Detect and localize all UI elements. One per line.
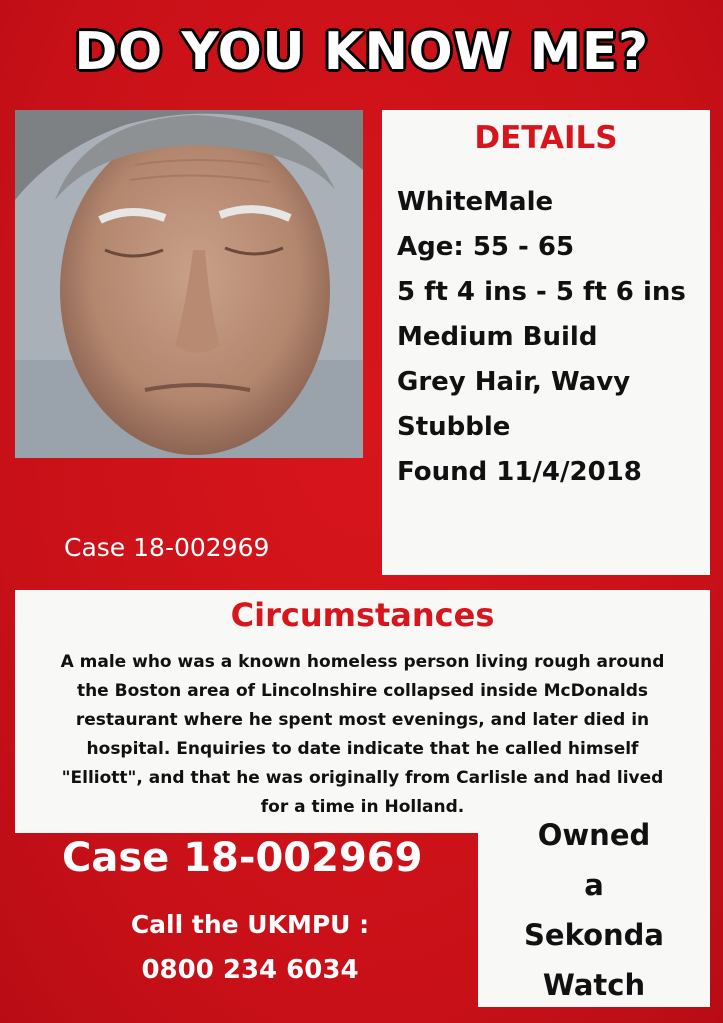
- watch-line: a: [584, 868, 604, 902]
- detail-found-date: Found 11/4/2018: [397, 457, 642, 487]
- watch-panel: [478, 800, 710, 1007]
- detail-hair: Grey Hair, Wavy: [397, 367, 631, 397]
- detail-age: Age: 55 - 65: [397, 232, 575, 262]
- circumstances-line: restaurant where he spent most evenings, and later died in: [75, 710, 650, 730]
- detail-height: 5 ft 4 ins - 5 ft 6 ins: [397, 277, 686, 307]
- circumstances-line: "Elliott", and that he was originally from Carlisle and had lived: [61, 768, 664, 788]
- circumstances-line: A male who was a known homeless person living rough around: [60, 652, 665, 672]
- watch-line: Owned: [537, 818, 651, 852]
- phone-number: 0800 234 6034: [141, 955, 359, 985]
- circumstances-line: for a time in Holland.: [260, 797, 465, 817]
- details-list: [397, 180, 686, 495]
- detail-ethnicity-sex: WhiteMale: [397, 187, 554, 217]
- watch-line: Watch: [542, 968, 646, 1002]
- circumstances-panel: [15, 590, 710, 833]
- detail-build: Medium Build: [397, 322, 598, 352]
- case-number-large: Case 18-002969: [62, 835, 423, 881]
- detail-facial-hair: Stubble: [397, 412, 511, 442]
- headline: DO YOU KNOW ME?: [74, 22, 649, 82]
- details-panel: [382, 110, 710, 575]
- circumstances-line: hospital. Enquiries to date indicate that he called himself: [86, 739, 639, 759]
- watch-text: [478, 810, 710, 1010]
- details-title: DETAILS: [474, 120, 618, 156]
- call-ukmpu-label: Call the UKMPU :: [130, 910, 370, 939]
- watch-line: Sekonda: [524, 918, 664, 952]
- case-number-small: Case 18-002969: [64, 533, 270, 562]
- face-photo-icon: [15, 110, 363, 458]
- circumstances-text: [25, 648, 700, 822]
- face-photo: [15, 110, 363, 458]
- circumstances-line: the Boston area of Lincolnshire collapsed inside McDonalds: [76, 681, 649, 701]
- circumstances-title: Circumstances: [230, 596, 495, 634]
